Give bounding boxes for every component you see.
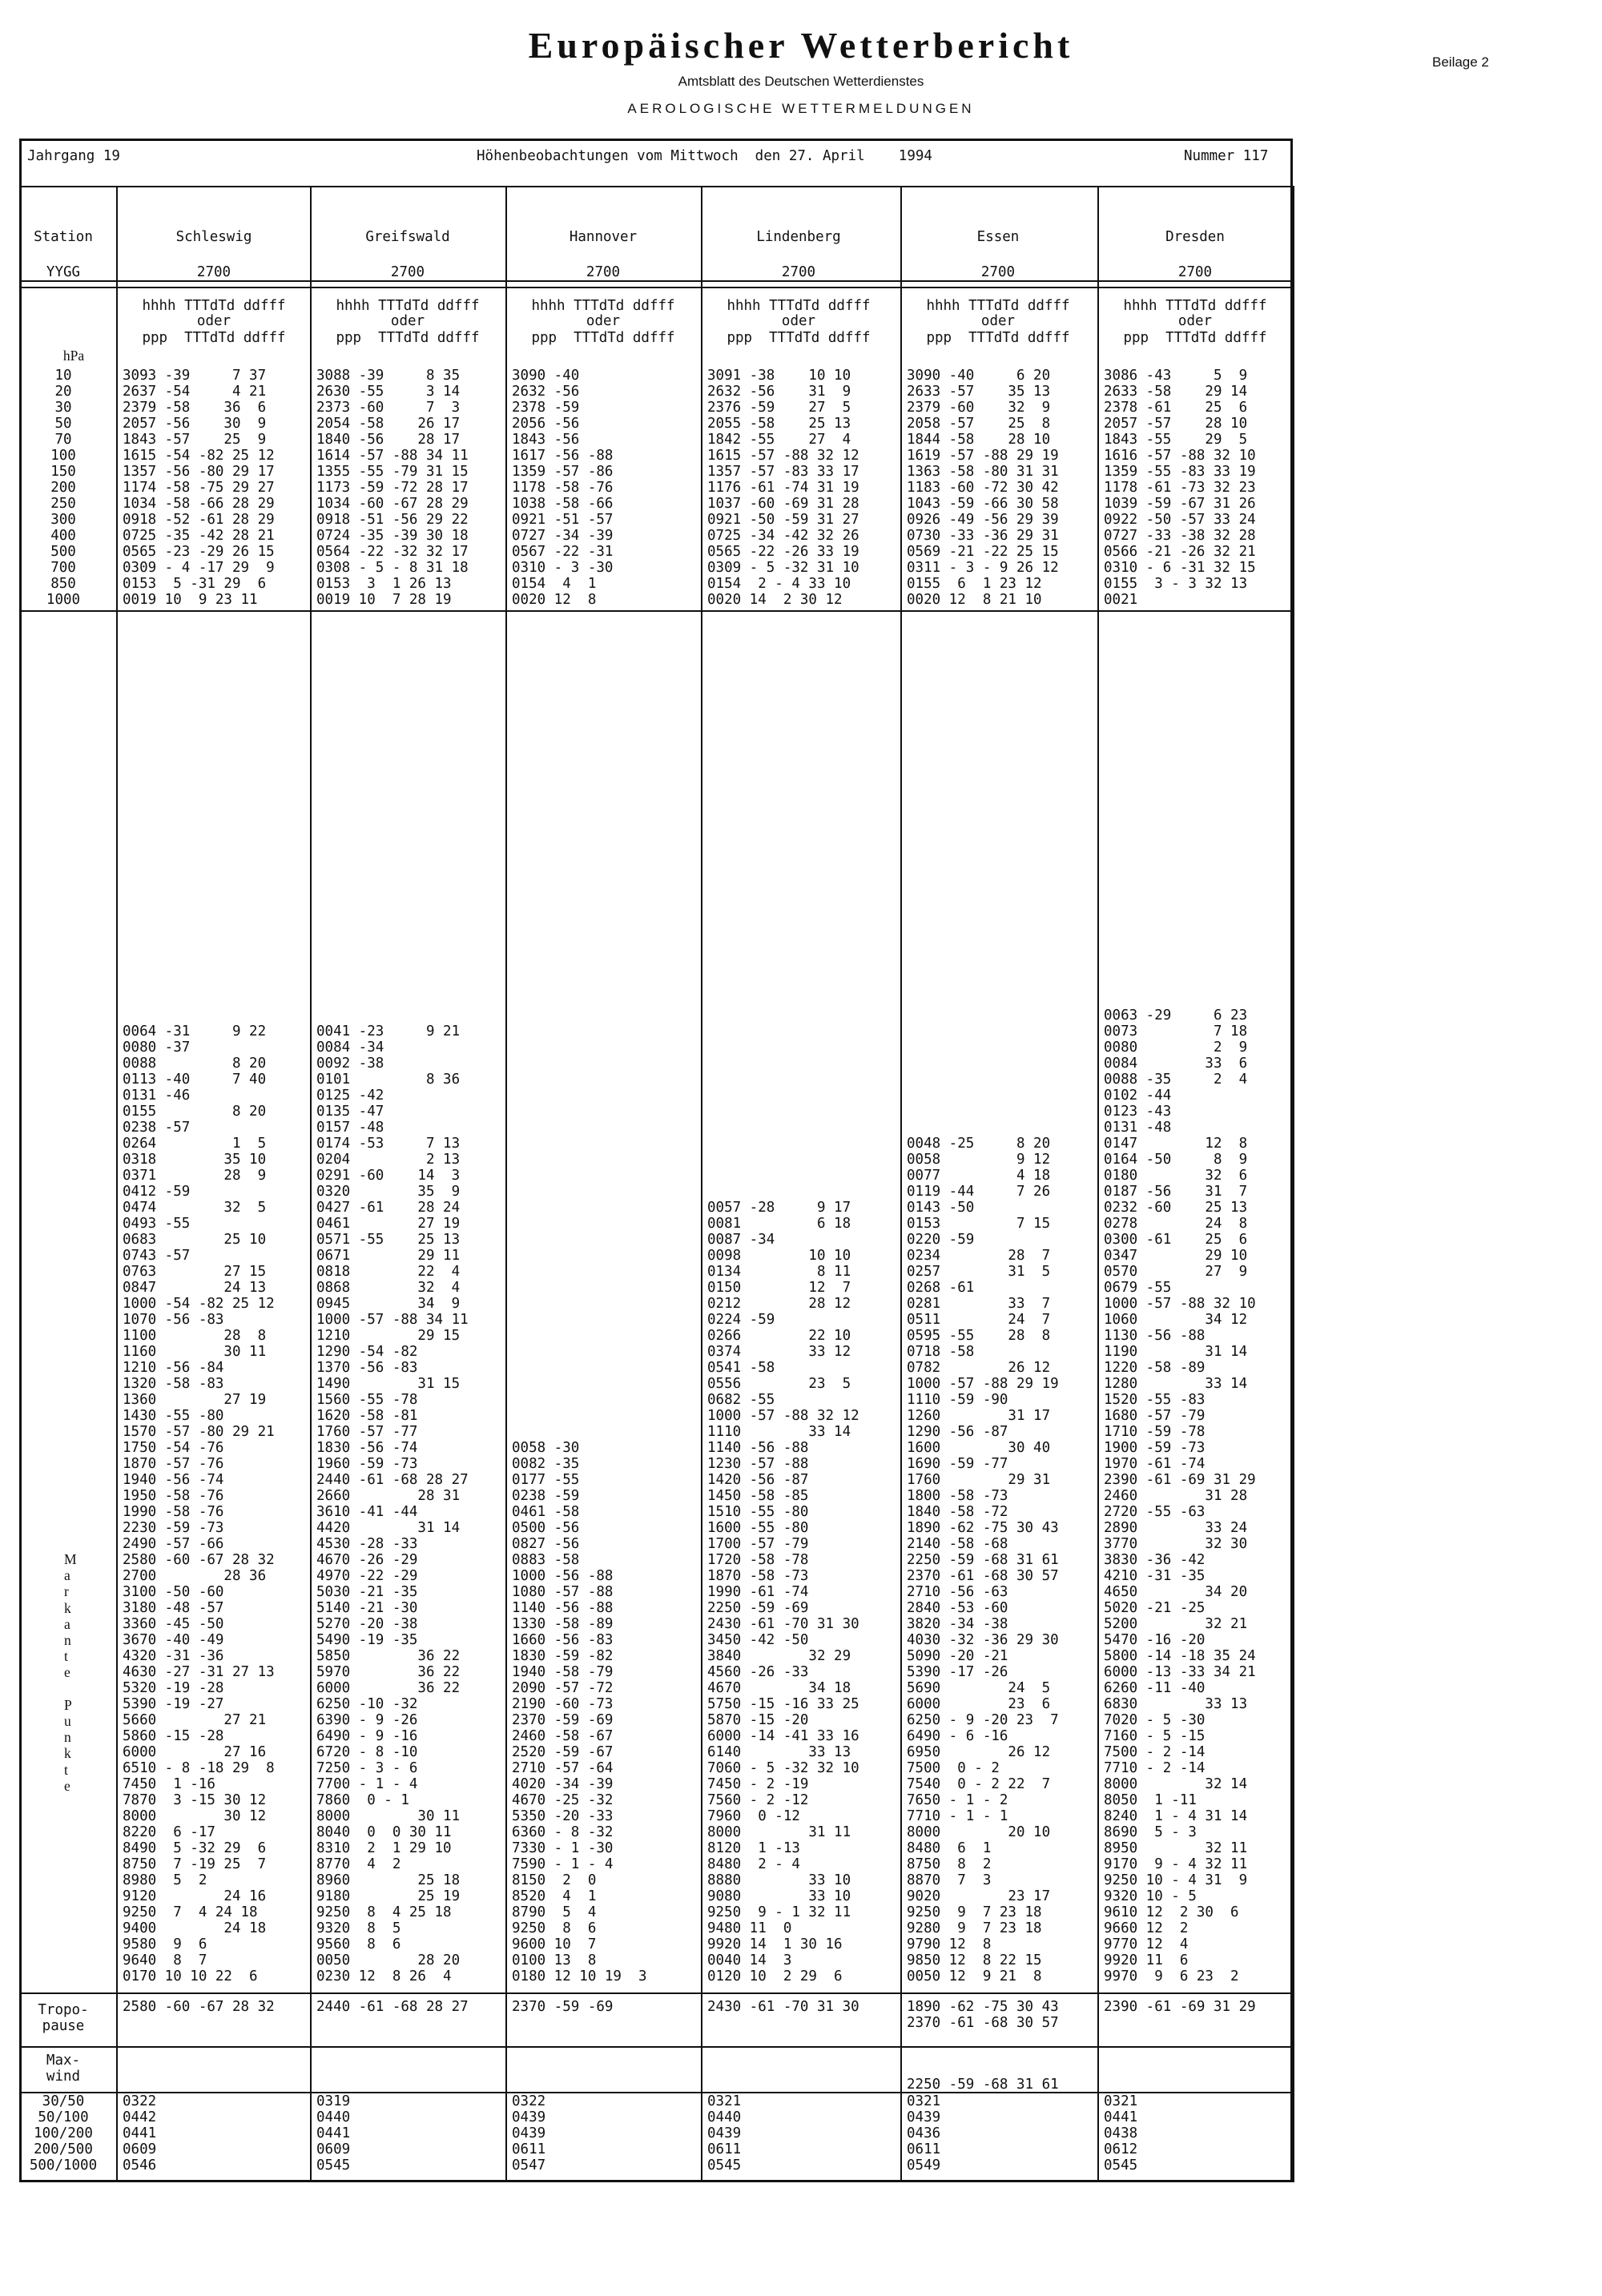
station-time: 2700: [781, 264, 816, 280]
page-title: Europäischer Wetterbericht: [528, 25, 1074, 66]
pressure-levels: 10 20 30 50 70 100 150 200 250 300 400 500 700 850 1000: [46, 368, 81, 608]
tropopause-data: 2580 -60 -67 28 32: [123, 1999, 275, 2015]
station-time: 2700: [196, 264, 231, 280]
standard-levels-data: 3093 -39 7 37 2637 -54 4 21 2379 -58 36 6 2057 -56 30 9 1843 -57 25 9 1615 -54 -82 25 12 1357 -56 -80 29 17 1174 -58 -75 29 27 1034 -58 -66 28 29 0918 -52 -61 28 29 0725 -35 -42 28 21 0565 -23 -29 26 15 0309 - 4 -17 29 9 0153 5 -31 29 6 0019 10 9 23 11: [123, 368, 275, 608]
station-name: Lindenberg: [756, 229, 841, 245]
column-heading: oder: [196, 313, 231, 329]
layer-thickness-data: 0321 0439 0436 0611 0549: [907, 2093, 941, 2173]
hpa-label: hPa: [62, 348, 85, 364]
standard-levels-data: 3090 -40 2632 -56 2378 -59 2056 -56 1843 -56 1617 -56 -88 1359 -57 -86 1178 -58 -76 1038 -58 -66 0921 -51 -57 0727 -34 -39 0567 -22 -31 0310 - 3 -30 0154 4 1 0020 12 8: [512, 368, 614, 608]
column-heading: oder: [390, 313, 425, 329]
col-divider: [116, 186, 118, 2182]
col-divider: [900, 186, 902, 2182]
subtitle: Amtsblatt des Deutschen Wetterdienstes: [678, 74, 924, 89]
standard-levels-data: 3088 -39 8 35 2630 -55 3 14 2373 -60 7 3 2054 -58 26 17 1840 -56 28 17 1614 -57 -88 34 11 1355 -55 -79 31 15 1173 -59 -72 28 17 1034 -60 -67 28 29 0918 -51 -56 29 22 0724 -35 -39 30 18 0564 -22 -32 32 17 0308 - 5 - 8 31 18 0153 3 1 26 13 0019 10 7 28 19: [316, 368, 469, 608]
tropopause-label: Tropo- pause: [38, 2002, 89, 2034]
tropopause-data: 2430 -61 -70 31 30: [707, 1999, 859, 2015]
markante-punkte-data: 0064 -31 9 22 0080 -37 0088 8 20 0113 -40 7 40 0131 -46 0155 8 20 0238 -57 0264 1 5 0318 35 10 0371 28 9 0412 -59 0474 32 5 0493 -55 0683 25 10 0743 -57 0763 27 15 0847 24 13 1000 -54 -82 25 12 1070 -56 -83 1100 28 8 1160 30 11 1210 -56 -84 1320 -58 -83 1360 27 19 1430 -55 -80 1570 -57 -80 29 21 1750 -54 -76 1870 -57 -76 1940 -56 -74 1950 -58 -76 1990 -58 -76 2230 -59 -73 2490 -57 -66 2580 -60 -67 28 32 2700 28 36 3100 -50 -60 3180 -48 -57 3360 -45 -50 3670 -40 -49 4320 -31 -36 4630 -27 -31 27 13 5320 -19 -28 5390 -19 -27 5660 27 21 5860 -15 -28 6000 27 16 6510 - 8 -18 29 8 7450 1 -16 7870 3 -15 30 12 8000 30 12 8220 6 -17 8490 5 -32 29 6 8750 7 -19 25 7 8980 5 2 9120 24 16 9250 7 4 24 18 9400 24 18 9580 9 6 9640 8 7 0170 10 10 22 6: [123, 1023, 275, 1984]
col-divider: [310, 186, 312, 2182]
col-divider: [701, 186, 702, 2182]
markante-punkte-label: M a r k a n t e P u n k t e: [64, 1551, 77, 1794]
column-heading: hhhh TTTdTd ddfff: [926, 298, 1070, 314]
standard-levels-data: 3090 -40 6 20 2633 -57 35 13 2379 -60 32 9 2058 -57 25 8 1844 -58 28 10 1619 -57 -88 29 19 1363 -58 -80 31 31 1183 -60 -72 30 42 1043 -59 -66 30 58 0926 -49 -56 29 39 0730 -33 -36 29 31 0569 -21 -22 25 15 0311 - 3 - 9 26 12 0155 6 1 23 12 0020 12 8 21 10: [907, 368, 1059, 608]
rule-station-double: [19, 287, 1293, 288]
yygg-label: YYGG: [46, 264, 81, 280]
jahrgang-label: Jahrgang 19: [27, 148, 120, 164]
layer-labels: 30/50 50/100 100/200 200/500 500/1000: [29, 2093, 98, 2173]
station-time: 2700: [586, 264, 621, 280]
rule-station: [19, 280, 1293, 282]
col-divider: [1097, 186, 1099, 2182]
maxwind-data: 2250 -59 -68 31 61: [907, 2077, 1059, 2093]
markante-punkte-data: 0063 -29 6 23 0073 7 18 0080 2 9 0084 33 6 0088 -35 2 4 0102 -44 0123 -43 0131 -48 0147 12 8 0164 -50 8 9 0180 32 6 0187 -56 31 7 0232 -60 25 13 0278 24 8 0300 -61 25 6 0347 29 10 0570 27 9 0679 -55 1000 -57 -88 32 10 1060 34 12 1130 -56 -88 1190 31 14 1220 -58 -89 1280 33 14 1520 -55 -83 1680 -57 -79 1710 -59 -78 1900 -59 -73 1970 -61 -74 2390 -61 -69 31 29 2460 31 28 2720 -55 -63 2890 33 24 3770 32 30 3830 -36 -42 4210 -31 -35 4650 34 20 5020 -21 -25 5200 32 21 5470 -16 -20 5800 -14 -18 35 24 6000 -13 -33 34 21 6260 -11 -40 6830 33 13 7020 - 5 -30 7160 - 5 -15 7500 - 2 -14 7710 - 2 -14 8000 32 14 8050 1 -11 8240 1 - 4 31 14 8690 5 - 3 8950 32 11 9170 9 - 4 32 11 9250 10 - 4 31 9 9320 10 - 5 9610 12 2 30 6 9660 12 2 9770 12 4 9920 11 6 9970 9 6 23 2: [1104, 1007, 1256, 1984]
column-heading: ppp TTTdTd ddfff: [1123, 330, 1267, 346]
column-heading: hhhh TTTdTd ddfff: [1123, 298, 1267, 314]
column-heading: oder: [980, 313, 1016, 329]
layer-thickness-data: 0321 0441 0438 0612 0545: [1104, 2093, 1138, 2173]
column-heading: ppp TTTdTd ddfff: [336, 330, 480, 346]
col-divider: [1293, 186, 1294, 2182]
column-heading: oder: [1177, 313, 1213, 329]
station-time: 2700: [1177, 264, 1213, 280]
layer-thickness-data: 0321 0440 0439 0611 0545: [707, 2093, 742, 2173]
layer-thickness-data: 0322 0439 0439 0611 0547: [512, 2093, 546, 2173]
station-name: Dresden: [1165, 229, 1225, 245]
column-heading: oder: [586, 313, 621, 329]
station-name: Greifswald: [365, 229, 450, 245]
observation-date: Höhenbeobachtungen vom Mittwoch den 27. April 1994: [477, 148, 932, 164]
markante-punkte-data: 0048 -25 8 20 0058 9 12 0077 4 18 0119 -44 7 26 0143 -50 0153 7 15 0220 -59 0234 28 7 0257 31 5 0268 -61 0281 33 7 0511 24 7 0595 -55 28 8 0718 -58 0782 26 12 1000 -57 -88 29 19 1110 -59 -90 1260 31 17 1290 -56 -87 1600 30 40 1690 -59 -77 1760 29 31 1800 -58 -73 1840 -58 -72 1890 -62 -75 30 43 2140 -58 -68 2250 -59 -68 31 61 2370 -61 -68 30 57 2710 -56 -63 2840 -53 -60 3820 -34 -38 4030 -32 -36 29 30 5090 -20 -21 5390 -17 -26 5690 24 5 6000 23 6 6250 - 9 -20 23 7 6490 - 6 -16 6950 26 12 7500 0 - 2 7540 0 - 2 22 7 7650 - 1 - 2 7710 - 1 - 1 8000 20 10 8480 6 1 8750 8 2 8870 7 3 9020 23 17 9250 9 7 23 18 9280 9 7 23 18 9790 12 8 9850 12 8 22 15 0050 12 9 21 8: [907, 1136, 1059, 1984]
station-name: Essen: [976, 229, 1020, 245]
column-heading: ppp TTTdTd ddfff: [926, 330, 1070, 346]
rule-layers: [19, 2092, 1293, 2093]
markante-punkte-data: 0058 -30 0082 -35 0177 -55 0238 -59 0461 -58 0500 -56 0827 -56 0883 -58 1000 -56 -88 1080 -57 -88 1140 -56 -88 1330 -58 -89 1660 -56 -83 1830 -59 -82 1940 -58 -79 2090 -57 -72 2190 -60 -73 2370 -59 -69 2460 -58 -67 2520 -59 -67 2710 -57 -64 4020 -34 -39 4670 -25 -32 5350 -20 -33 6360 - 8 -32 7330 - 1 -30 7590 - 1 - 4 8150 2 0 8520 4 1 8790 5 4 9250 8 6 9600 10 7 0100 13 8 0180 12 10 19 3: [512, 1440, 647, 1984]
column-heading: hhhh TTTdTd ddfff: [142, 298, 286, 314]
column-heading: ppp TTTdTd ddfff: [142, 330, 286, 346]
rule-maxwind: [19, 2046, 1293, 2048]
station-label: Station: [34, 229, 93, 245]
tropopause-data: 1890 -62 -75 30 43 2370 -61 -68 30 57: [907, 1999, 1059, 2031]
column-heading: hhhh TTTdTd ddfff: [727, 298, 871, 314]
markante-punkte-data: 0057 -28 9 17 0081 6 18 0087 -34 0098 10 10 0134 8 11 0150 12 7 0212 28 12 0224 -59 0266 22 10 0374 33 12 0541 -58 0556 23 5 0682 -55 1000 -57 -88 32 12 1110 33 14 1140 -56 -88 1230 -57 -88 1420 -56 -87 1450 -58 -85 1510 -55 -80 1600 -55 -80 1700 -57 -79 1720 -58 -78 1870 -58 -73 1990 -61 -74 2250 -59 -69 2430 -61 -70 31 30 3450 -42 -50 3840 32 29 4560 -26 -33 4670 34 18 5750 -15 -16 33 25 5870 -15 -20 6000 -14 -41 33 16 6140 33 13 7060 - 5 -32 32 10 7450 - 2 -19 7560 - 2 -12 7960 0 -12 8000 31 11 8120 1 -13 8480 2 - 4 8880 33 10 9080 33 10 9250 9 - 1 32 11 9480 11 0 9920 14 1 30 16 0040 14 3 0120 10 2 29 6: [707, 1200, 859, 1984]
standard-levels-data: 3086 -43 5 9 2633 -58 29 14 2378 -61 25 6 2057 -57 28 10 1843 -55 29 5 1616 -57 -88 32 10 1359 -55 -83 33 19 1178 -61 -73 32 23 1039 -59 -67 31 26 0922 -50 -57 33 24 0727 -33 -38 32 28 0566 -21 -26 32 21 0310 - 6 -31 32 15 0155 3 - 3 32 13 0021: [1104, 368, 1256, 608]
tropopause-data: 2440 -61 -68 28 27: [316, 1999, 469, 2015]
maxwind-label: Max- wind: [46, 2053, 81, 2085]
station-time: 2700: [390, 264, 425, 280]
column-heading: ppp TTTdTd ddfff: [531, 330, 675, 346]
standard-levels-data: 3091 -38 10 10 2632 -56 31 9 2376 -59 27 5 2055 -58 25 13 1842 -55 27 4 1615 -57 -88 32 12 1357 -57 -83 33 17 1176 -61 -74 31 19 1037 -60 -69 31 28 0921 -50 -59 31 27 0725 -34 -42 32 26 0565 -22 -26 33 19 0309 - 5 -32 31 10 0154 2 - 4 33 10 0020 14 2 30 12: [707, 368, 859, 608]
issue-number: Nummer 117: [1184, 148, 1269, 164]
section-title: AEROLOGISCHE WETTERMELDUNGEN: [627, 101, 975, 116]
beilage-label: Beilage 2: [1432, 54, 1489, 70]
rule-tropopause: [19, 1992, 1293, 1994]
markante-punkte-data: 0041 -23 9 21 0084 -34 0092 -38 0101 8 36 0125 -42 0135 -47 0157 -48 0174 -53 7 13 0204 2 13 0291 -60 14 3 0320 35 9 0427 -61 28 24 0461 27 19 0571 -55 25 13 0671 29 11 0818 22 4 0868 32 4 0945 34 9 1000 -57 -88 34 11 1210 29 15 1290 -54 -82 1370 -56 -83 1490 31 15 1560 -55 -78 1620 -58 -81 1760 -57 -77 1830 -56 -74 1960 -59 -73 2440 -61 -68 28 27 2660 28 31 3610 -41 -44 4420 31 14 4530 -28 -33 4670 -26 -29 4970 -22 -29 5030 -21 -35 5140 -21 -30 5270 -20 -38 5490 -19 -35 5850 36 22 5970 36 22 6000 36 22 6250 -10 -32 6390 - 9 -26 6490 - 9 -16 6720 - 8 -10 7250 - 3 - 6 7700 - 1 - 4 7860 0 - 1 8000 30 11 8040 0 0 30 11 8310 2 1 29 10 8770 4 2 8960 25 18 9180 25 19 9250 8 4 25 18 9320 8 5 9560 8 6 0050 28 20 0230 12 8 26 4: [316, 1023, 469, 1984]
rule-std-levels: [19, 610, 1293, 612]
tropopause-data: 2390 -61 -69 31 29: [1104, 1999, 1256, 2015]
column-heading: hhhh TTTdTd ddfff: [336, 298, 480, 314]
layer-thickness-data: 0322 0442 0441 0609 0546: [123, 2093, 157, 2173]
tropopause-data: 2370 -59 -69: [512, 1999, 614, 2015]
column-heading: oder: [781, 313, 816, 329]
station-time: 2700: [980, 264, 1016, 280]
station-name: Schleswig: [175, 229, 252, 245]
column-heading: hhhh TTTdTd ddfff: [531, 298, 675, 314]
station-name: Hannover: [569, 229, 638, 245]
col-divider: [505, 186, 507, 2182]
rule-header: [19, 186, 1293, 187]
layer-thickness-data: 0319 0440 0441 0609 0545: [316, 2093, 351, 2173]
column-heading: ppp TTTdTd ddfff: [727, 330, 871, 346]
